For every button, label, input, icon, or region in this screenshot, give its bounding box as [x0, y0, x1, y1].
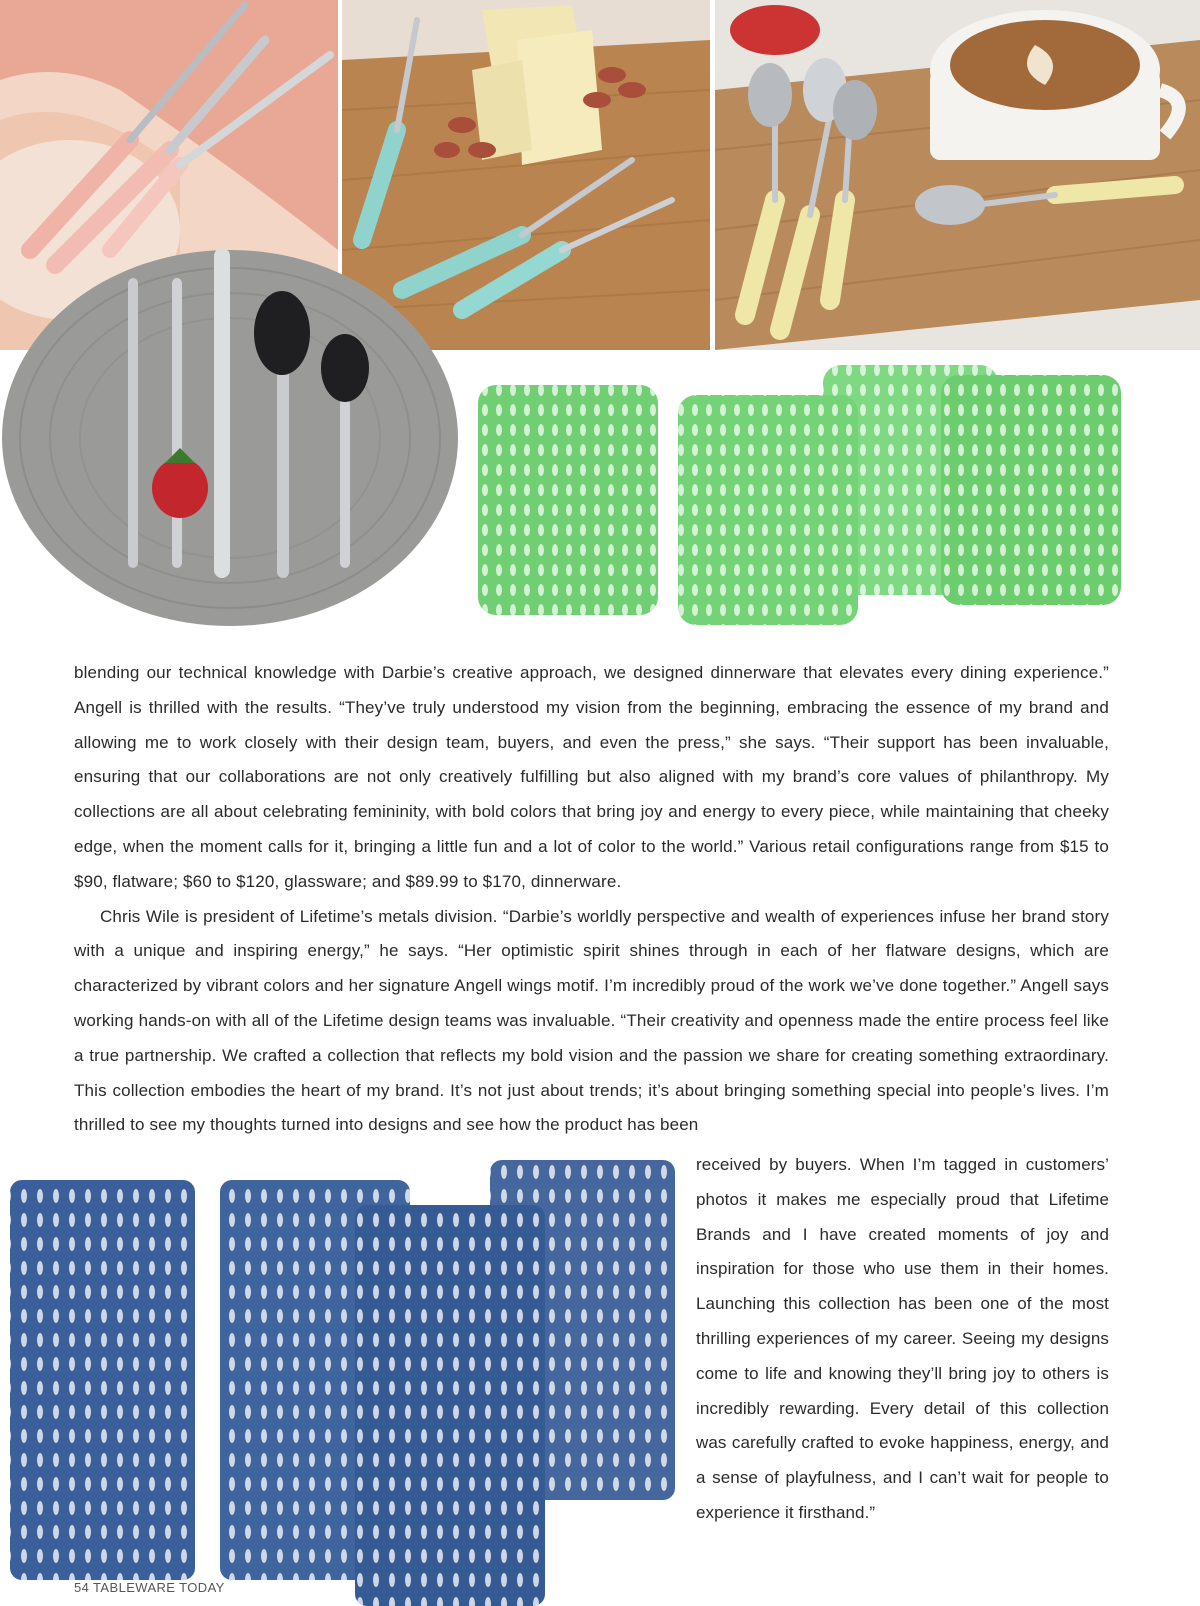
page-number: 54 — [74, 1580, 90, 1595]
green-glasses-photo — [478, 360, 1158, 660]
article-paragraph: Chris Wile is president of Lifetime’s metals division. “Darbie’s worldly perspective and wealth of experiences infuse her brand story with a unique and inspiring energy,” he says. “Her optimistic spirit shines through in each of her flatware designs, which are characterized by vibrant colors and her signature Angell wings motif. I’m incredibly proud of the work we’ve done together.” Angell says working hands-on with all of the Lifetime design teams was invaluable. “Their creativity and openness made the entire process feel like a true partnership. We crafted a collection that reflects my bold vision and the passion we share for creating something extraordinary. This collection embodies the heart of my brand. It’s not just about trends; it’s about bringing something special into people’s lives. I’m thrilled to see my thoughts turned into designs and see how the product has been — [74, 906, 1109, 1135]
publication-name: TABLEWARE TODAY — [93, 1580, 225, 1595]
yellow-spoons-photo — [715, 0, 1200, 350]
page-footer — [74, 1580, 225, 1595]
plate-flatware-photo — [0, 238, 470, 628]
blue-glasses-photo — [0, 1160, 690, 1606]
article-paragraph: blending our technical knowledge with Darbie’s creative approach, we designed dinnerware that elevates every dining experience.” Angell is thrilled with the results. “They’ve truly understood my vision from the beginning, embracing the essence of my brand and allowing me to work closely with their design team, buyers, and even the press,” she says. “Their support has been invaluable, ensuring that our collaborations are not only creatively fulfilling but also aligned with my brand’s core values of philanthropy. My collections are all about celebrating femininity, with bold colors that bring joy and energy to every piece, while maintaining that cheeky edge, when the moment calls for it, bringing a little fun and a lot of color to the world.” Various retail configurations range from $15 to $90, flatware; $60 to $120, glassware; and $89.99 to $170, dinnerware. — [74, 663, 1109, 891]
article-paragraph: received by buyers. When I’m tagged in customers’ photos it makes me especially proud that Lifetime Brands and I have created moments of joy and inspiration for those who use them in their homes. Launching this collection has been one of the most thrilling experiences of my career. Seeing my designs come to life and knowing they’ll bring joy to others is incredibly rewarding. Every detail of this collection was carefully crafted to evoke happiness, energy, and a sense of playfulness, and I can’t wait for people to experience it firsthand.” — [696, 1155, 1109, 1522]
article-body — [74, 656, 1109, 1143]
article-column-continued — [696, 1148, 1109, 1531]
